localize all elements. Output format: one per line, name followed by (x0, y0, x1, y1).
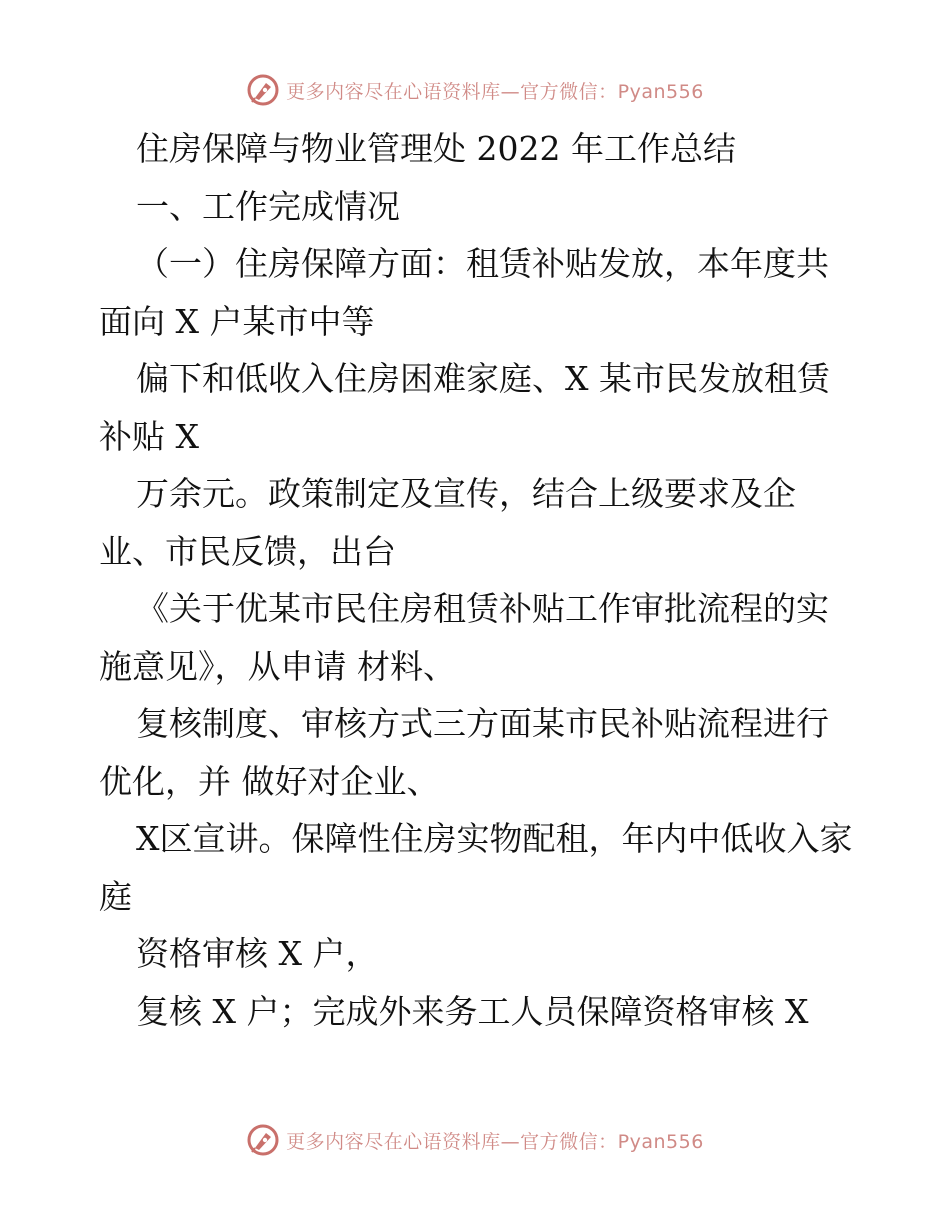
watermark-text: 更多内容尽在心语资料库—官方微信：Pyan556 (286, 1130, 704, 1153)
document-title: 住房保障与物业管理处 2022 年工作总结 (136, 129, 736, 168)
paragraph: 偏下和低收入住房困难家庭、X 某市民发放租赁补贴 X (99, 359, 830, 456)
watermark-text: 更多内容尽在心语资料库—官方微信：Pyan556 (286, 80, 704, 103)
paragraph: 《关于优某市民住房租赁补贴工作审批流程的实施意见》，从申请 材料、 (99, 589, 829, 686)
pen-nib-logo-icon (246, 73, 280, 107)
paragraph: X区宣讲。保障性住房实物配租，年内中低收入家庭 (99, 819, 853, 916)
paragraph: 复核制度、审核方式三方面某市民补贴流程进行优化，并 做好对企业、 (99, 704, 829, 801)
section-heading: 一、工作完成情况 (136, 186, 400, 226)
document-body (99, 120, 859, 1040)
paragraph: 复核 X 户；完成外来务工人员保障资格审核 X (136, 991, 809, 1031)
header-watermark (0, 70, 950, 110)
paragraph: 万余元。政策制定及宣传，结合上级要求及企业、市民反馈，出台 (99, 474, 796, 571)
pen-nib-logo-icon (246, 1123, 280, 1157)
footer-watermark (0, 1120, 950, 1160)
paragraph: 资格审核 X 户， (136, 934, 379, 973)
paragraph: （一）住房保障方面：租赁补贴发放，本年度共面向 X 户某市中等 (99, 244, 829, 341)
